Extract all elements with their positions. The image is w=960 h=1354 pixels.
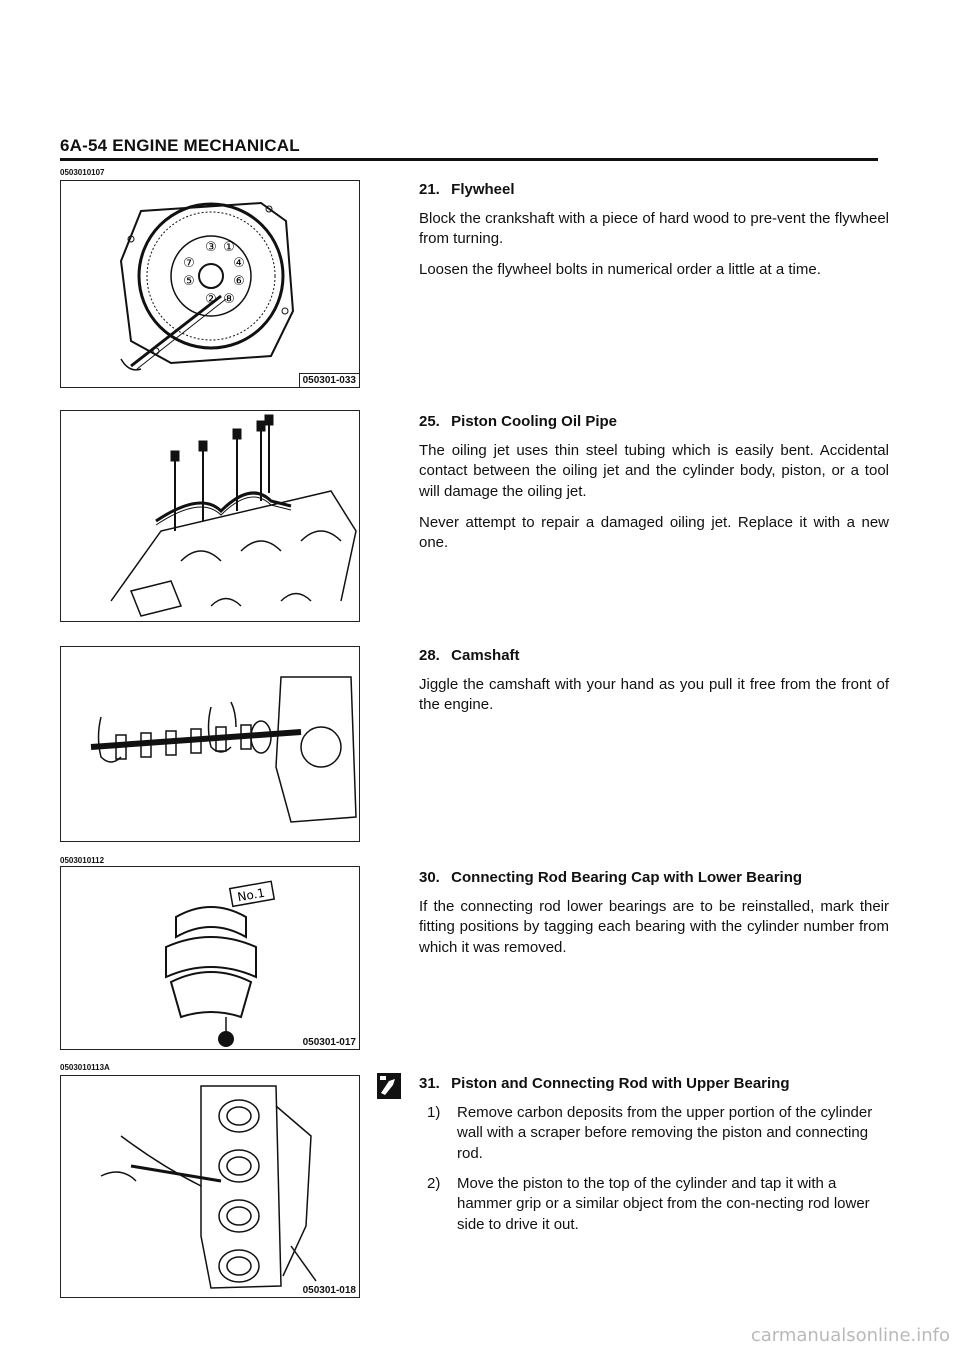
- flywheel-bolt-label: ①: [223, 240, 235, 255]
- list-item: 1) Remove carbon deposits from the upper portion of the cylinder wall with a scraper before removing the piston and connecting rod.: [427, 1103, 873, 1163]
- figure-flywheel: [60, 180, 360, 388]
- figure-1-code: 0503010107: [60, 168, 105, 177]
- section-bearing-cap: [419, 868, 889, 969]
- bearing-cap-illustration: [61, 867, 360, 1050]
- flywheel-bolt-label: ④: [233, 256, 245, 271]
- flywheel-bolt-label: ⑧: [223, 292, 235, 307]
- figure-5-code: 0503010113A: [60, 1063, 110, 1072]
- section-heading: 31. Piston and Connecting Rod with Upper Bearing: [419, 1075, 790, 1092]
- section-paragraph: Jiggle the camshaft with your hand as you pull it free from the front of the engine.: [419, 675, 889, 714]
- flywheel-bolt-label: ③: [205, 240, 217, 255]
- page-header: 6A-54 ENGINE MECHANICAL: [60, 136, 300, 155]
- figure-4-code: 0503010112: [60, 856, 105, 865]
- flywheel-bolt-label: ⑦: [183, 256, 195, 271]
- section-heading: 28. Camshaft: [419, 647, 520, 664]
- figure-4-number: 050301-017: [300, 1036, 359, 1049]
- flywheel-bolt-label: ⑥: [233, 274, 245, 289]
- oil-pipe-illustration: [61, 411, 360, 622]
- figure-oil-pipe: [60, 410, 360, 622]
- section-camshaft: [419, 646, 889, 726]
- figure-piston-removal: [60, 1075, 360, 1298]
- flywheel-illustration: [61, 181, 360, 388]
- section-heading: 25. Piston Cooling Oil Pipe: [419, 413, 618, 430]
- section-oil-pipe: [419, 412, 889, 564]
- section-paragraph: The oiling jet uses thin steel tubing which is easily bent. Accidental contact between the oiling jet and the cylinder body, piston, or a tool will damage the oiling jet.: [419, 441, 889, 501]
- section-heading: 30. Connecting Rod Bearing Cap with Lower Bearing: [419, 869, 803, 886]
- header-rule: [60, 158, 878, 161]
- figure-camshaft: [60, 646, 360, 842]
- piston-removal-illustration: [61, 1076, 360, 1298]
- bearing-tag-label: No.1: [236, 885, 266, 905]
- figure-1-number: 050301-033: [299, 373, 359, 387]
- list-item: 2) Move the piston to the top of the cylinder and tap it with a hammer grip or a similar object from the con-necting rod lower side to drive it out.: [427, 1174, 870, 1234]
- camshaft-illustration: [61, 647, 360, 842]
- section-paragraph: Never attempt to repair a damaged oiling jet. Replace it with a new one.: [419, 513, 889, 552]
- flywheel-bolt-label: ⑤: [183, 274, 195, 289]
- figure-5-number: 050301-018: [300, 1284, 359, 1297]
- section-paragraph: Loosen the flywheel bolts in numerical order a little at a time.: [419, 261, 821, 279]
- section-heading: 21. Flywheel: [419, 181, 515, 198]
- flywheel-bolt-label: ②: [205, 292, 217, 307]
- section-paragraph: If the connecting rod lower bearings are to be reinstalled, mark their fitting positions by tagging each bearing with the cylinder number from which it was removed.: [419, 897, 889, 957]
- watermark: carmanualsonline.info: [750, 1325, 950, 1346]
- steps-list: [419, 1103, 889, 1236]
- tool-icon: [377, 1073, 401, 1099]
- section-piston-rod: [419, 1074, 889, 1245]
- section-flywheel: [419, 180, 889, 291]
- section-paragraph: Block the crankshaft with a piece of hard wood to pre-vent the flywheel from turning.: [419, 209, 889, 248]
- figure-bearing-cap: [60, 866, 360, 1050]
